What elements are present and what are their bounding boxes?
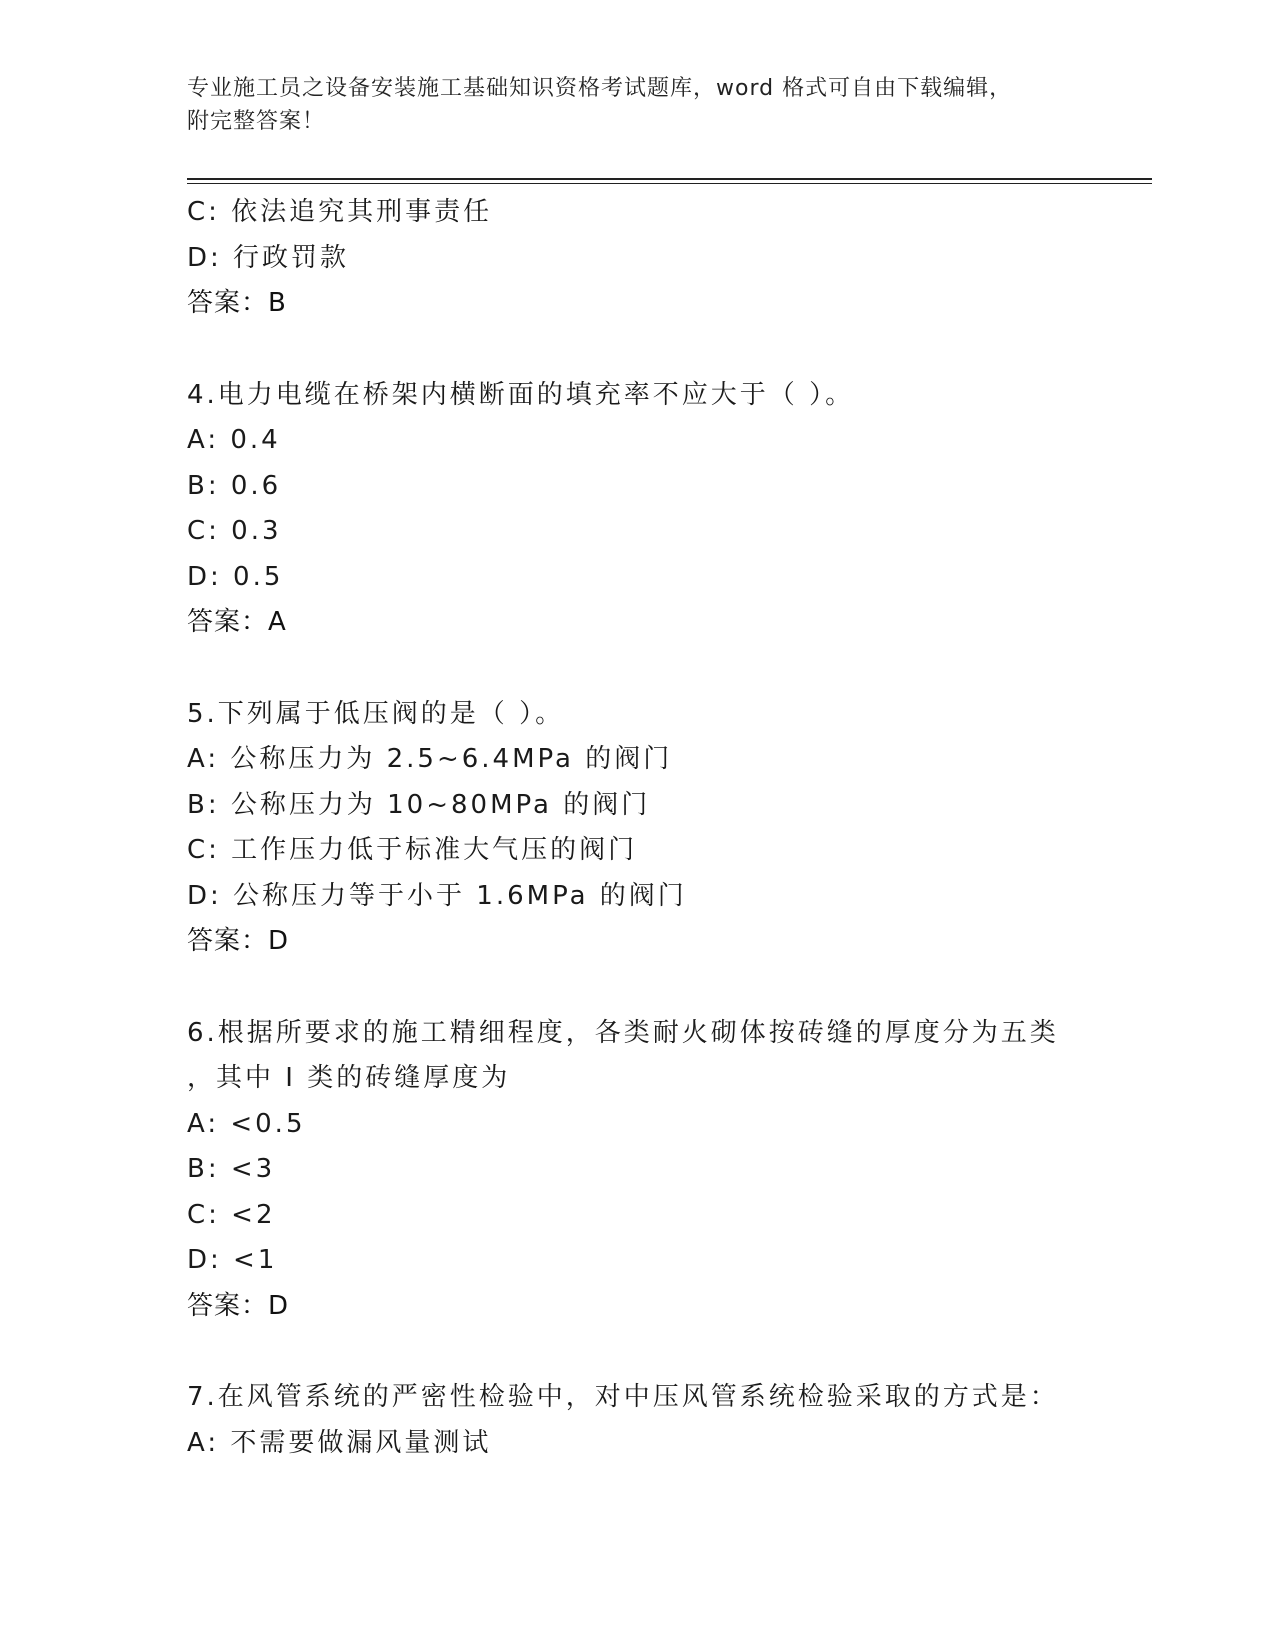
q4-answer: 答案：A <box>187 607 287 637</box>
question-5-block <box>187 692 1087 965</box>
q4-option-c: C: 0.3 <box>187 516 282 546</box>
question-7-block <box>187 1375 1087 1466</box>
q4-option-b: B: 0.6 <box>187 470 282 501</box>
q6-question-line-1: 6.根据所要求的施工精细程度，各类耐火砌体按砖缝的厚度分为五类 <box>187 1017 1059 1048</box>
question-3-block <box>187 190 1087 327</box>
question-4-block <box>187 373 1087 646</box>
spacer <box>187 965 1087 1011</box>
header-divider-thin <box>187 183 1152 184</box>
q5-option-a: A: 公称压力为 2.5~6.4MPa 的阀门 <box>187 744 673 774</box>
q6-option-d: D: <1 <box>187 1245 278 1275</box>
q6-option-a: A: <0.5 <box>187 1108 306 1139</box>
q6-option-b: B: <3 <box>187 1154 276 1184</box>
q4-option-d: D: 0.5 <box>187 561 284 592</box>
document-header <box>187 72 1087 138</box>
q3-option-d: D: 行政罚款 <box>187 242 350 273</box>
header-line-2: 附完整答案！ <box>187 109 326 134</box>
q7-question: 7.在风管系统的严密性检验中，对中压风管系统检验采取的方式是： <box>187 1382 1059 1412</box>
q7-option-a: A: 不需要做漏风量测试 <box>187 1427 492 1458</box>
q4-option-a: A: 0.4 <box>187 425 281 455</box>
question-6-block <box>187 1011 1087 1330</box>
question-list <box>187 190 1087 1466</box>
spacer <box>187 327 1087 373</box>
spacer <box>187 1329 1087 1375</box>
q5-question: 5.下列属于低压阀的是（ ）。 <box>187 698 565 729</box>
q5-answer: 答案：D <box>187 926 290 956</box>
q6-question-line-2: ，其中 I 类的砖缝厚度为 <box>187 1063 511 1093</box>
spacer <box>187 646 1087 692</box>
q5-option-c: C: 工作压力低于标准大气压的阀门 <box>187 835 638 865</box>
header-divider-thick <box>187 178 1152 180</box>
q5-option-d: D: 公称压力等于小于 1.6MPa 的阀门 <box>187 880 687 911</box>
header-line-1: 专业施工员之设备安装施工基础知识资格考试题库，word 格式可自由下载编辑， <box>187 76 1013 101</box>
q6-answer: 答案：D <box>187 1290 290 1321</box>
q6-option-c: C: <2 <box>187 1199 276 1230</box>
q3-answer: 答案：B <box>187 288 287 318</box>
q3-option-c: C: 依法追究其刑事责任 <box>187 197 493 227</box>
q4-question: 4.电力电缆在桥架内横断面的填充率不应大于（ ）。 <box>187 379 855 410</box>
q5-option-b: B: 公称压力为 10~80MPa 的阀门 <box>187 789 651 820</box>
